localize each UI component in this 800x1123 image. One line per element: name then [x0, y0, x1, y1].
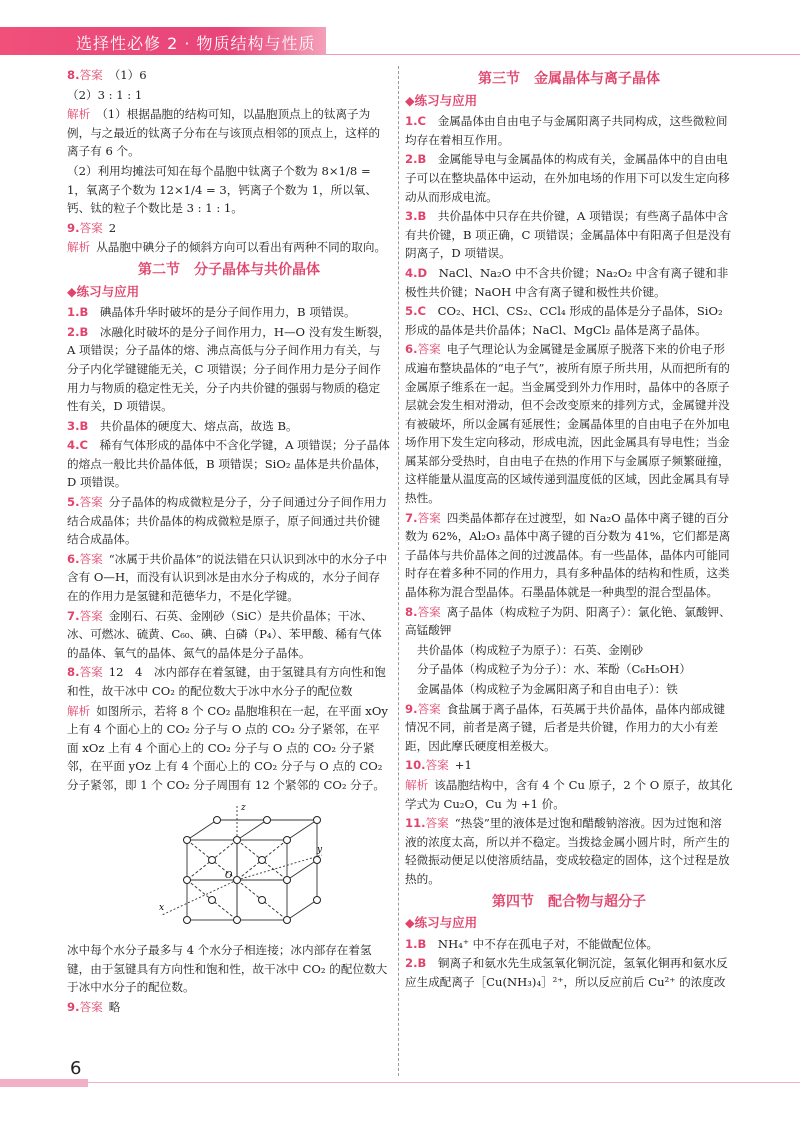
- entry-number: 1.C: [405, 114, 426, 129]
- entry-text: 电子气理论认为金属键是金属原子脱落下来的价电子形成遍布整块晶体的“电子气”，被所有原子所共用，从而把所有的金属原子维系在一起。当金属受到外力作用时，晶体中的各原子层就会发生相对滑动，但不会改变原来的排列方式，金属键并没有被破坏，所以金属有延展性；金属晶体里的自由电子在外加电场作用下发生定向移动，形成电流，因此金属具有导电性；当金属某部分受热时，自由电子在热的作用下与金属原子频繁碰撞，这样能量从温度高的区域传递到温度低的区域，因此金属具有导热性。: [405, 342, 730, 506]
- entry-label: 答案: [79, 495, 103, 510]
- entry-text: NH₄⁺ 中不存在孤电子对，不能做配位体。: [437, 936, 659, 951]
- entry-label: 答案: [417, 701, 441, 716]
- entry-number: 9.: [67, 220, 80, 235]
- entry-number: 7.: [67, 608, 80, 623]
- section4-entries: [405, 935, 733, 992]
- entry-text: 共价晶体中只存在共价键，A 项错误；有些离子晶体中含有共价键，B 项正确，C 项错误；金属晶体中有阳离子但是没有阴离子，D 项错误。: [405, 209, 732, 261]
- entry-number: 10.: [405, 758, 426, 773]
- entry-number: 8.: [67, 665, 80, 680]
- entry-text: 金属晶体由自由电子与金属阳离子共同构成，这些微粒间均存在着相互作用。: [405, 114, 728, 147]
- answer-entry: [405, 641, 733, 660]
- entry-number: 8.: [405, 604, 418, 619]
- entry-text: 2: [108, 220, 117, 235]
- left-last-entry: 9.答案 略: [67, 999, 121, 1014]
- section2-entries: [67, 303, 391, 794]
- entry-number: 11.: [405, 816, 426, 831]
- entry-number: 7.: [405, 510, 418, 525]
- left-top-entries: [67, 66, 391, 257]
- entry-text: “热袋”里的液体是过饱和醋酸钠溶液。因为过饱和溶液的浓度太高，所以并不稳定。当拨捻金属小圆片时，所产生的轻微振动便足以使溶质结晶，变成较稳定的固体，这个过程是放热的。: [405, 816, 730, 886]
- entry-number: 2.B: [67, 324, 89, 339]
- entry-label: 答案: [79, 665, 103, 680]
- entry-text: 分子晶体（构成粒子为分子）：水、苯酚（C₆H₅OH）: [417, 662, 691, 677]
- origin-label: O: [225, 870, 233, 881]
- answer-entry: [67, 66, 391, 85]
- answer-entry: [405, 700, 733, 756]
- entry-label: 解析: [67, 107, 91, 122]
- entry-label: 答案: [417, 604, 441, 619]
- answer-entry: [405, 150, 733, 206]
- entry-text: 从晶胞中碘分子的倾斜方向可以看出有两种不同的取向。: [96, 240, 387, 255]
- entry-label: 答案: [417, 510, 441, 525]
- entry-label: 答案: [79, 220, 103, 235]
- entry-text: （1）根据晶胞的结构可知，以晶胞顶点上的钛离子为例，与之最近的钛离子分布在与该顶点相邻的顶点上，这样的离子有 6 个。: [67, 107, 381, 159]
- answer-entry: [67, 663, 391, 700]
- section3-entries: [405, 112, 733, 888]
- header-title: 选择性必修 2 · 物质结构与性质: [76, 34, 316, 53]
- answer-entry: [405, 814, 733, 888]
- answer-entry: [405, 603, 733, 640]
- answer-entry: [405, 264, 733, 301]
- entry-label: 答案: [417, 342, 441, 357]
- answer-entry: [405, 302, 733, 339]
- entry-text: 该晶胞结构中，含有 4 个 Cu 原子，2 个 O 原子，故其化学式为 Cu₂O，Cu 为 +1 价。: [405, 777, 733, 811]
- header-rule: [326, 54, 800, 55]
- entry-text: 12 4 冰内部存在着氢键，由于氢键具有方向性和饱和性，故干冰中 CO₂ 的配位数大于冰中水分子的配位数: [67, 665, 386, 698]
- answer-entry: [67, 702, 391, 795]
- section2-title: 第二节 分子晶体与共价晶体: [138, 261, 320, 278]
- entry-text: 稀有气体形成的晶体中不含化学键，A 项错误；分子晶体的熔点一般比共价晶体低，B 项错误；SiO₂ 晶体是共价晶体，D 项错误。: [67, 438, 390, 490]
- entry-text: 四类晶体都存在过渡型，如 Na₂O 晶体中离子键的百分数为 62%，Al₂O₃ 晶体中离子键的百分数为 41%，它们都是离子晶体与共价晶体之间的过渡晶体。有一些晶体，晶体内可能同时存在着多种不同的作用力，具有多种晶体的结构和性质，这类晶体称为混合型晶体。石墨晶体就是一种典型的混合型晶体。: [405, 510, 731, 600]
- left-column: [67, 66, 391, 1018]
- entry-text: 如图所示，若将 8 个 CO₂ 晶胞堆积在一起，在平面 xOy 上有 4 个面心上的 CO₂ 分子与 O 点的 CO₂ 分子紧邻，在平面 xOz 上有 4 个面心上的 CO₂ 分子与 O 点的 CO₂ 分子紧邻，在平面 yOz 上有 4 个面心上的 CO₂ 分子与 O 点的 CO₂ 分子紧邻，即 1 个 CO₂ 分子周围有 12 个紧邻的 CO₂ 分子。: [67, 703, 388, 792]
- entry-number: 8.: [67, 68, 80, 82]
- entry-text: （2）3 : 1 : 1: [67, 87, 143, 102]
- answer-entry: [67, 86, 391, 105]
- answer-entry: [67, 219, 391, 238]
- entry-number: 3.B: [67, 418, 89, 433]
- entry-text: 冰融化时破坏的是分子间作用力，H—O 没有发生断裂，A 项错误；分子晶体的熔、沸点高低与分子间作用力有关，与分子内化学键键能无关，C 项错误；分子间作用力是分子间作用力与物质的稳定性无关，分子内共价键的强弱与物质的稳定性有关，D 项错误。: [67, 324, 390, 414]
- footer-rule: [88, 1082, 800, 1083]
- entry-text: 金属晶体（构成粒子为金属阳离子和自由电子）：铁: [417, 682, 678, 696]
- entry-text: 碘晶体升华时破坏的是分子间作用力，B 项错误。: [99, 305, 356, 320]
- answer-entry: [405, 112, 733, 149]
- answer-entry: [67, 607, 391, 663]
- section3-practice-label: ◆练习与应用: [405, 92, 478, 108]
- answer-entry: [67, 303, 391, 322]
- answer-entry: [405, 954, 733, 991]
- entry-number: 1.B: [405, 936, 427, 951]
- entry-text: CO₂、HCl、CS₂、CCl₄ 形成的晶体是分子晶体，SiO₂ 形成的晶体是共价晶体；NaCl、MgCl₂ 晶体是离子晶体。: [405, 304, 723, 337]
- answer-entry: [67, 162, 391, 218]
- entry-number: 6.: [67, 551, 80, 566]
- entry-number: 6.: [405, 342, 418, 357]
- entry-number: 2.B: [405, 152, 427, 167]
- entry-number: 5.: [67, 495, 80, 510]
- entry-text: 金属能导电与金属晶体的构成有关，金属晶体中的自由电子可以在整块晶体中运动，在外加电场的作用下可以发生定向移动从而形成电流。: [405, 152, 730, 204]
- axis-x-label: x: [159, 902, 165, 913]
- answer-entry: [67, 436, 391, 492]
- answer-entry: [67, 323, 391, 416]
- entry-label: 解析: [67, 240, 91, 255]
- right-column: [405, 66, 733, 993]
- entry-text: 共价晶体（构成粒子为原子）：石英、金刚砂: [417, 642, 644, 657]
- entry-label: 解析: [67, 703, 91, 718]
- section3-title: 第三节 金属晶体与离子晶体: [478, 71, 660, 87]
- answer-entry: [405, 660, 733, 679]
- entry-text: NaCl、Na₂O 中不含共价键；Na₂O₂ 中含有离子键和非极性共价键；NaOH 中含有离子键和极性共价键。: [405, 265, 729, 299]
- entry-label: 解析: [405, 777, 429, 792]
- section4-title: 第四节 配合物与超分子: [492, 893, 646, 910]
- entry-text: “冰属于共价晶体”的说法错在只认识到冰中的水分子中含有 O—H，而没有认识到冰是由水分子构成的，水分子间存在的作用力是氢键和范德华力，不是化学键。: [67, 551, 388, 604]
- section4-practice-label: ◆练习与应用: [405, 915, 478, 931]
- section2-practice-label: ◆练习与应用: [67, 283, 140, 299]
- entry-number: 5.C: [405, 304, 426, 319]
- entry-label: 答案: [79, 551, 103, 566]
- co2-lattice-diagram: [157, 800, 327, 930]
- entry-number: 3.B: [405, 209, 427, 224]
- entry-label: 答案: [79, 608, 103, 623]
- answer-entry: [405, 340, 733, 507]
- page-number: 6: [70, 1058, 82, 1079]
- entry-text: （1）6: [108, 68, 147, 82]
- entry-label: 答案: [425, 816, 449, 831]
- answer-entry: [67, 238, 391, 257]
- column-divider: [398, 66, 399, 1076]
- entry-text: 金刚石、石英、金刚砂（SiC）是共价晶体；干冰、冰、可燃冰、硫黄、C₆₀、碘、白磷（P₄）、苯甲酸、稀有气体的晶体、氧气的晶体、氮气的晶体是分子晶体。: [67, 608, 382, 660]
- entry-number: 4.C: [67, 438, 88, 453]
- entry-number: 1.B: [67, 305, 89, 320]
- entry-text: 离子晶体（构成粒子为阴、阳离子）：氯化铯、氯酸钾、高锰酸钾: [405, 604, 731, 638]
- entry-text: 分子晶体的构成微粒是分子，分子间通过分子间作用力结合成晶体；共价晶体的构成微粒是原子，原子间通过共价键结合成晶体。: [67, 495, 387, 547]
- after-diagram-text: 冰中每个水分子最多与 4 个水分子相连接；冰内部存在着氢键，由于氢键具有方向性和饱和性，故干冰中 CO₂ 的配位数大于冰中水分子的配位数。: [67, 943, 388, 995]
- answer-entry: [67, 105, 391, 161]
- answer-entry: [405, 680, 733, 699]
- answer-entry: [405, 776, 733, 813]
- answer-entry: [405, 207, 733, 263]
- entry-number: 2.B: [405, 956, 427, 971]
- answer-entry: [67, 493, 391, 549]
- answer-entry: [405, 935, 733, 954]
- answer-entry: [67, 550, 391, 606]
- entry-text: 铜离子和氨水先生成氢氧化铜沉淀，氢氧化铜再和氨水反应生成配离子［Cu(NH₃)₄］²⁺，所以反应前后 Cu²⁺ 的浓度改: [405, 956, 728, 989]
- entry-number: 4.D: [405, 265, 428, 280]
- page-number-bar: [0, 1079, 88, 1087]
- entry-label: 答案: [79, 68, 103, 82]
- answer-entry: [67, 417, 391, 436]
- entry-text: 共价晶体的硬度大、熔点高，故选 B。: [99, 418, 298, 433]
- entry-number: 9.: [405, 701, 418, 716]
- axis-y-label: y: [317, 844, 323, 855]
- entry-text: （2）利用均摊法可知在每个晶胞中钛离子个数为 8×1/8 = 1，氧离子个数为 12×1/4 = 3，钙离子个数为 1，所以氧、钙、钛的粒子个数比是 3 : 1 : 1。: [67, 163, 377, 216]
- entry-label: 答案: [425, 758, 449, 773]
- entry-text: 食盐属于离子晶体，石英属于共价晶体，晶体内部成键情况不同，前者是离子键，后者是共价键，作用力的大小有差距，因此摩氏硬度相差极大。: [405, 701, 725, 753]
- entry-text: +1: [454, 758, 472, 773]
- axis-z-label: z: [241, 802, 246, 813]
- answer-entry: [405, 509, 733, 602]
- answer-entry: [405, 756, 733, 775]
